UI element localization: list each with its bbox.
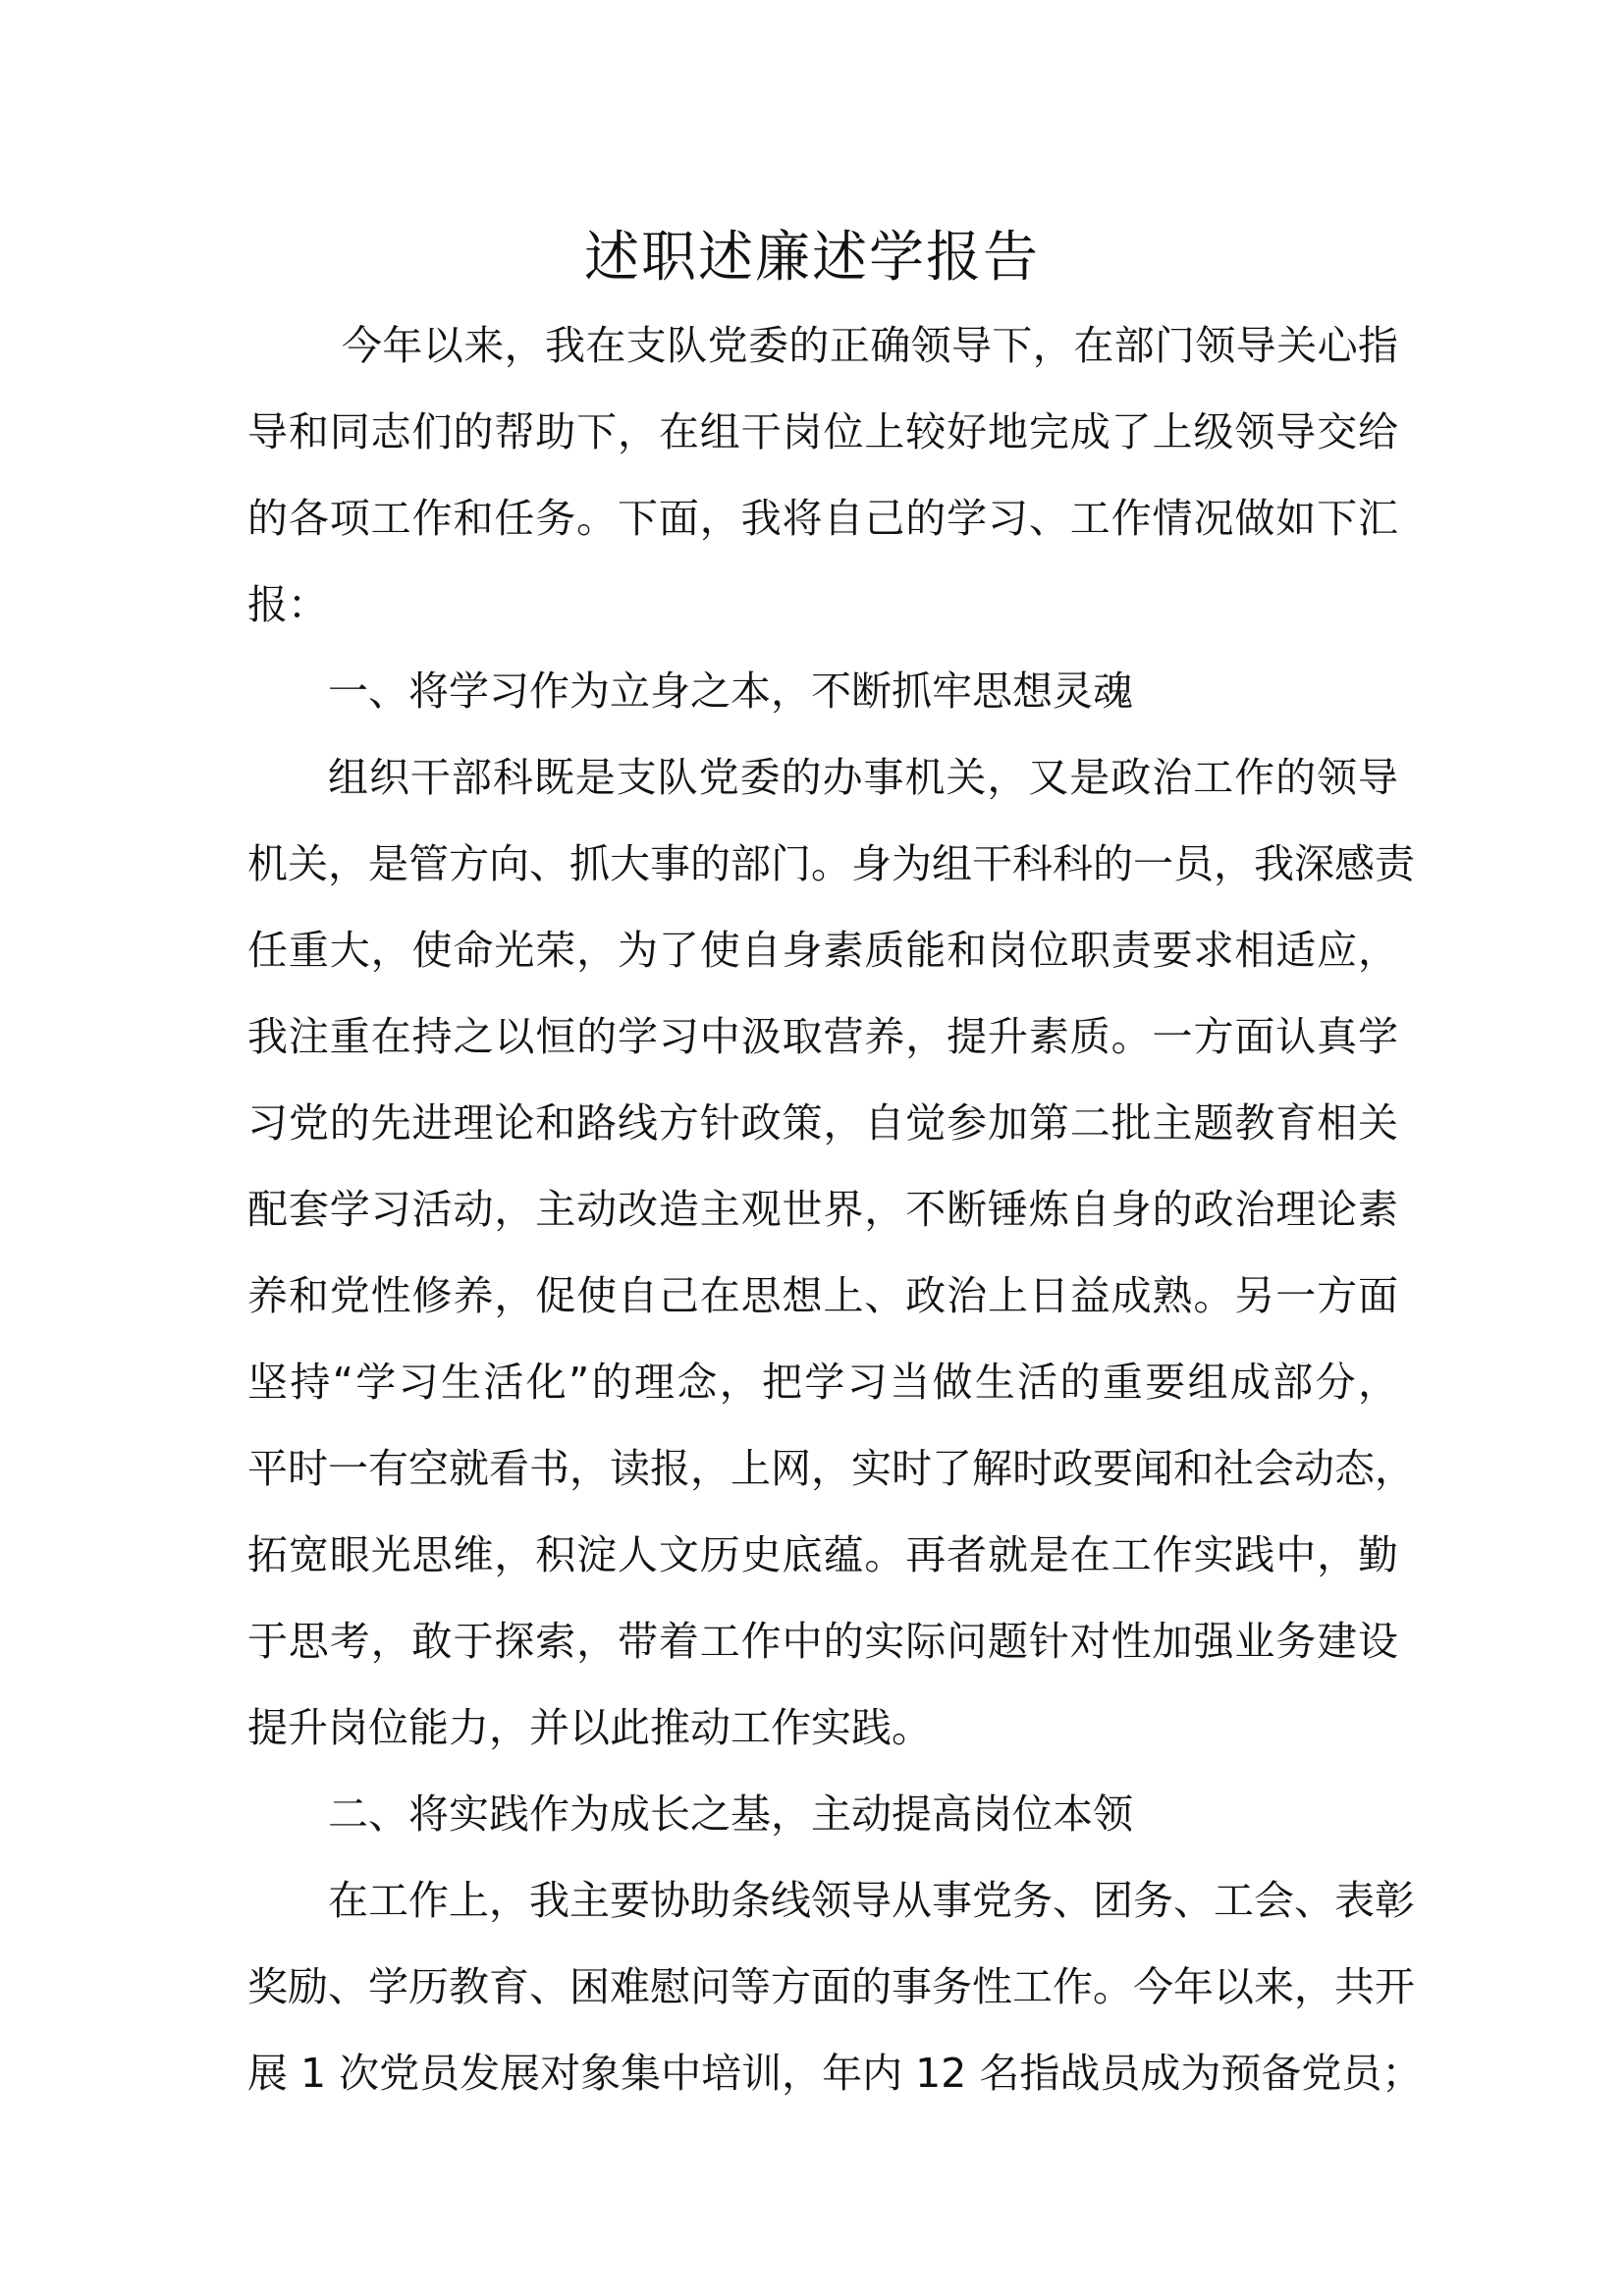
paragraph-line: 养和党性修养，促使自己在思想上、政治上日益成熟。另一方面 (247, 1272, 1398, 1319)
section-heading: 二、将实践作为成长之基，主动提高岗位本领 (328, 1790, 1133, 1838)
paragraph-line: 平时一有空就看书，读报，上网，实时了解时政要闻和社会动态， (247, 1445, 1415, 1492)
paragraph-line: 展 1 次党员发展对象集中培训，年内 12 名指战员成为预备党员； (247, 2050, 1423, 2097)
paragraph-line: 在工作上，我主要协助条线领导从事党务、团务、工会、表彰 (328, 1877, 1415, 1924)
paragraph-line: 机关，是管方向、抓大事的部门。身为组干科科的一员，我深感责 (247, 840, 1415, 887)
document-body (247, 302, 1423, 2116)
paragraph-line: 提升岗位能力，并以此推动工作实践。 (247, 1704, 932, 1751)
paragraph-line: 今年以来，我在支队党委的正确领导下，在部门领导关心指 (342, 322, 1398, 369)
paragraph-line: 拓宽眼光思维，积淀人文历史底蕴。再者就是在工作实践中，勤 (247, 1531, 1398, 1578)
paragraph-line: 习党的先进理论和路线方针政策，自觉参加第二批主题教育相关 (247, 1099, 1398, 1147)
section-heading: 一、将学习作为立身之本，不断抓牢思想灵魂 (328, 667, 1133, 715)
paragraph-line: 奖励、学历教育、困难慰问等方面的事务性工作。今年以来，共开 (247, 1963, 1415, 2010)
paragraph-line: 坚持“学习生活化”的理念，把学习当做生活的重要组成部分， (247, 1359, 1398, 1406)
paragraph-line: 报： (247, 581, 328, 628)
paragraph-line: 的各项工作和任务。下面，我将自己的学习、工作情况做如下汇 (247, 495, 1398, 542)
paragraph-line: 任重大，使命光荣，为了使自身素质能和岗位职责要求相适应， (247, 927, 1398, 974)
paragraph-line: 配套学习活动，主动改造主观世界，不断锤炼自身的政治理论素 (247, 1186, 1398, 1233)
paragraph-line: 我注重在持之以恒的学习中汲取营养，提升素质。一方面认真学 (247, 1013, 1398, 1060)
paragraph-line: 导和同志们的帮助下，在组干岗位上较好地完成了上级领导交给 (247, 408, 1398, 455)
document-title: 述职述廉述学报告 (584, 226, 1040, 290)
paragraph-line: 组织干部科既是支队党委的办事机关，又是政治工作的领导 (328, 754, 1398, 801)
paragraph-line: 于思考，敢于探索，带着工作中的实际问题针对性加强业务建设 (247, 1618, 1398, 1665)
